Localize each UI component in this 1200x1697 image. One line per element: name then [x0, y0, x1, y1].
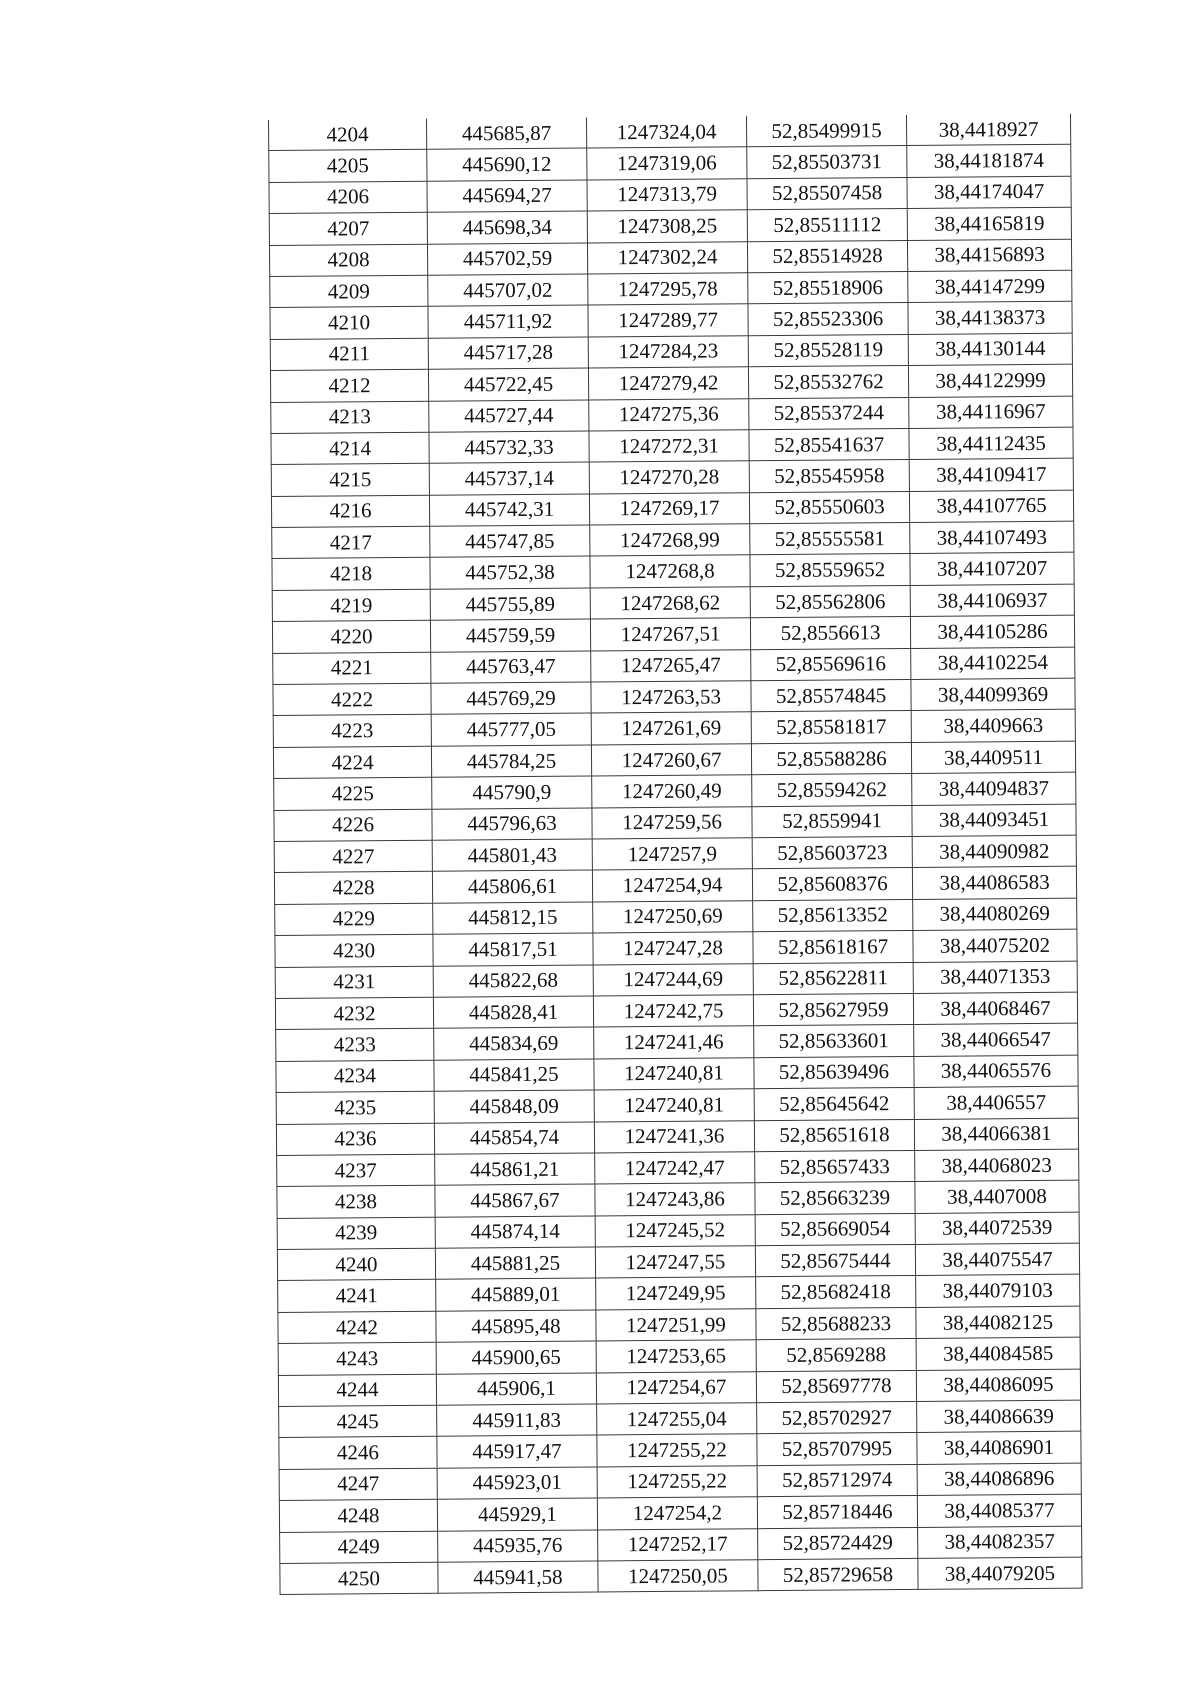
point-number-cell: 4236 [276, 1123, 434, 1156]
latitude-cell: 52,85569616 [751, 648, 911, 681]
longitude-cell: 38,44066381 [914, 1118, 1078, 1151]
x-coordinate-cell: 445841,25 [434, 1059, 594, 1092]
longitude-cell: 38,44116967 [909, 396, 1073, 429]
x-coordinate-cell: 445759,59 [430, 619, 590, 652]
point-number-cell: 4224 [273, 746, 431, 779]
longitude-cell: 38,44065576 [914, 1055, 1078, 1088]
x-coordinate-cell: 445935,76 [438, 1530, 598, 1563]
point-number-cell: 4204 [268, 119, 426, 151]
latitude-cell: 52,85675444 [755, 1245, 915, 1278]
latitude-cell: 52,85574845 [751, 679, 911, 712]
point-number-cell: 4221 [273, 652, 431, 685]
point-number-cell: 4239 [277, 1217, 435, 1250]
y-coordinate-cell: 1247284,23 [588, 335, 748, 368]
latitude-cell: 52,85532762 [748, 366, 908, 399]
longitude-cell: 38,4407008 [915, 1180, 1079, 1213]
longitude-cell: 38,44082357 [918, 1526, 1082, 1559]
x-coordinate-cell: 445685,87 [426, 117, 586, 149]
coordinates-table [268, 114, 1083, 1596]
latitude-cell: 52,85627959 [753, 993, 913, 1026]
x-coordinate-cell: 445923,01 [437, 1467, 597, 1500]
longitude-cell: 38,4409511 [911, 741, 1075, 774]
longitude-cell: 38,44112435 [909, 427, 1073, 460]
latitude-cell: 52,85729658 [758, 1558, 918, 1591]
point-number-cell: 4216 [271, 495, 429, 528]
longitude-cell: 38,44084585 [916, 1337, 1080, 1370]
x-coordinate-cell: 445806,61 [432, 870, 592, 903]
longitude-cell: 38,44181874 [907, 145, 1071, 178]
longitude-cell: 38,44075202 [913, 929, 1077, 962]
y-coordinate-cell: 1247245,52 [595, 1214, 755, 1247]
y-coordinate-cell: 1247242,47 [595, 1152, 755, 1185]
latitude-cell: 52,85594262 [752, 774, 912, 807]
x-coordinate-cell: 445817,51 [433, 933, 593, 966]
point-number-cell: 4248 [279, 1499, 437, 1532]
y-coordinate-cell: 1247272,31 [589, 430, 749, 463]
point-number-cell: 4228 [274, 872, 432, 905]
y-coordinate-cell: 1247260,67 [591, 744, 751, 777]
x-coordinate-cell: 445917,47 [437, 1435, 597, 1468]
point-number-cell: 4234 [276, 1060, 434, 1093]
latitude-cell: 52,85588286 [751, 742, 911, 775]
latitude-cell: 52,85511112 [747, 209, 907, 242]
longitude-cell: 38,44068023 [915, 1149, 1079, 1182]
y-coordinate-cell: 1247254,2 [597, 1497, 757, 1530]
y-coordinate-cell: 1247255,22 [597, 1465, 757, 1498]
longitude-cell: 38,44165819 [907, 207, 1071, 240]
point-number-cell: 4225 [274, 777, 432, 810]
longitude-cell: 38,44066547 [914, 1023, 1078, 1056]
longitude-cell: 38,44079205 [918, 1557, 1082, 1590]
y-coordinate-cell: 1247268,62 [590, 587, 750, 620]
y-coordinate-cell: 1247279,42 [588, 367, 748, 400]
latitude-cell: 52,85688233 [756, 1307, 916, 1340]
y-coordinate-cell: 1247268,99 [590, 524, 750, 557]
longitude-cell: 38,44109417 [909, 458, 1073, 491]
x-coordinate-cell: 445941,58 [438, 1561, 598, 1594]
y-coordinate-cell: 1247302,24 [587, 241, 747, 274]
longitude-cell: 38,4418927 [906, 114, 1070, 146]
latitude-cell: 52,85613352 [753, 899, 913, 932]
point-number-cell: 4219 [272, 589, 430, 622]
longitude-cell: 38,44072539 [915, 1212, 1079, 1245]
longitude-cell: 38,44086896 [917, 1463, 1081, 1496]
x-coordinate-cell: 445801,43 [432, 839, 592, 872]
latitude-cell: 52,85581817 [751, 711, 911, 744]
point-number-cell: 4245 [279, 1405, 437, 1438]
x-coordinate-cell: 445763,47 [431, 651, 591, 684]
y-coordinate-cell: 1247263,53 [591, 681, 751, 714]
point-number-cell: 4214 [271, 432, 429, 465]
x-coordinate-cell: 445747,85 [430, 525, 590, 558]
x-coordinate-cell: 445900,65 [436, 1341, 596, 1374]
x-coordinate-cell: 445848,09 [434, 1090, 594, 1123]
y-coordinate-cell: 1247275,36 [589, 398, 749, 431]
latitude-cell: 52,85559652 [750, 554, 910, 587]
x-coordinate-cell: 445867,67 [435, 1184, 595, 1217]
latitude-cell: 52,85507458 [747, 177, 907, 210]
y-coordinate-cell: 1247240,81 [594, 1089, 754, 1122]
longitude-cell: 38,44174047 [907, 176, 1071, 209]
point-number-cell: 4206 [269, 181, 427, 214]
latitude-cell: 52,85503731 [747, 146, 907, 179]
point-number-cell: 4212 [270, 369, 428, 402]
latitude-cell: 52,85702927 [757, 1401, 917, 1434]
latitude-cell: 52,85603723 [752, 836, 912, 869]
point-number-cell: 4243 [278, 1342, 436, 1375]
point-number-cell: 4246 [279, 1437, 437, 1470]
point-number-cell: 4240 [277, 1248, 435, 1281]
x-coordinate-cell: 445752,38 [430, 556, 590, 589]
latitude-cell: 52,85633601 [754, 1025, 914, 1058]
x-coordinate-cell: 445861,21 [435, 1153, 595, 1186]
y-coordinate-cell: 1247243,86 [595, 1183, 755, 1216]
point-number-cell: 4232 [275, 997, 433, 1030]
longitude-cell: 38,44138373 [908, 302, 1072, 335]
y-coordinate-cell: 1247270,28 [589, 461, 749, 494]
x-coordinate-cell: 445796,63 [432, 808, 592, 841]
point-number-cell: 4227 [274, 840, 432, 873]
y-coordinate-cell: 1247253,65 [596, 1340, 756, 1373]
latitude-cell: 52,85537244 [749, 397, 909, 430]
y-coordinate-cell: 1247289,77 [588, 304, 748, 337]
latitude-cell: 52,85555581 [750, 523, 910, 556]
point-number-cell: 4217 [272, 526, 430, 559]
point-number-cell: 4229 [275, 903, 433, 936]
x-coordinate-cell: 445717,28 [428, 337, 588, 370]
y-coordinate-cell: 1247247,55 [595, 1246, 755, 1279]
x-coordinate-cell: 445755,89 [430, 588, 590, 621]
longitude-cell: 38,44122999 [908, 364, 1072, 397]
latitude-cell: 52,85541637 [749, 428, 909, 461]
point-number-cell: 4238 [277, 1186, 435, 1219]
longitude-cell: 38,44106937 [910, 584, 1074, 617]
latitude-cell: 52,85707995 [757, 1433, 917, 1466]
latitude-cell: 52,85514928 [747, 240, 907, 273]
x-coordinate-cell: 445722,45 [428, 368, 588, 401]
x-coordinate-cell: 445790,9 [432, 776, 592, 809]
latitude-cell: 52,8556613 [750, 617, 910, 650]
x-coordinate-cell: 445854,74 [434, 1121, 594, 1154]
longitude-cell: 38,44082125 [916, 1306, 1080, 1339]
longitude-cell: 38,44130144 [908, 333, 1072, 366]
y-coordinate-cell: 1247254,67 [596, 1371, 756, 1404]
x-coordinate-cell: 445727,44 [429, 400, 589, 433]
point-number-cell: 4230 [275, 934, 433, 967]
x-coordinate-cell: 445881,25 [435, 1247, 595, 1280]
x-coordinate-cell: 445694,27 [427, 180, 587, 213]
point-number-cell: 4205 [269, 150, 427, 183]
latitude-cell: 52,85712974 [757, 1464, 917, 1497]
point-number-cell: 4242 [278, 1311, 436, 1344]
latitude-cell: 52,85523306 [748, 303, 908, 336]
y-coordinate-cell: 1247247,28 [593, 932, 753, 965]
y-coordinate-cell: 1247250,69 [593, 900, 753, 933]
latitude-cell: 52,8569288 [756, 1339, 916, 1372]
x-coordinate-cell: 445690,12 [427, 148, 587, 181]
y-coordinate-cell: 1247324,04 [586, 116, 746, 148]
y-coordinate-cell: 1247254,94 [592, 869, 752, 902]
point-number-cell: 4237 [277, 1154, 435, 1187]
y-coordinate-cell: 1247268,8 [590, 555, 750, 588]
latitude-cell: 52,85499915 [746, 115, 906, 147]
latitude-cell: 52,85545958 [749, 460, 909, 493]
x-coordinate-cell: 445732,33 [429, 431, 589, 464]
y-coordinate-cell: 1247244,69 [593, 963, 753, 996]
latitude-cell: 52,85724429 [758, 1527, 918, 1560]
x-coordinate-cell: 445834,69 [434, 1027, 594, 1060]
longitude-cell: 38,4406557 [914, 1086, 1078, 1119]
x-coordinate-cell: 445929,1 [437, 1498, 597, 1531]
y-coordinate-cell: 1247255,22 [597, 1434, 757, 1467]
point-number-cell: 4241 [278, 1280, 436, 1313]
point-number-cell: 4210 [270, 307, 428, 340]
y-coordinate-cell: 1247252,17 [598, 1528, 758, 1561]
y-coordinate-cell: 1247255,04 [597, 1403, 757, 1436]
latitude-cell: 52,85562806 [750, 585, 910, 618]
x-coordinate-cell: 445812,15 [433, 902, 593, 935]
y-coordinate-cell: 1247267,51 [590, 618, 750, 651]
point-number-cell: 4211 [270, 338, 428, 371]
y-coordinate-cell: 1247295,78 [588, 273, 748, 306]
point-number-cell: 4235 [276, 1091, 434, 1124]
point-number-cell: 4233 [276, 1029, 434, 1062]
y-coordinate-cell: 1247240,81 [594, 1057, 754, 1090]
longitude-cell: 38,44093451 [912, 804, 1076, 837]
y-coordinate-cell: 1247242,75 [593, 995, 753, 1028]
y-coordinate-cell: 1247313,79 [587, 179, 747, 212]
latitude-cell: 52,85697778 [756, 1370, 916, 1403]
point-number-cell: 4218 [272, 558, 430, 591]
x-coordinate-cell: 445895,48 [436, 1310, 596, 1343]
longitude-cell: 38,44080269 [913, 898, 1077, 931]
y-coordinate-cell: 1247241,36 [594, 1120, 754, 1153]
y-coordinate-cell: 1247265,47 [591, 649, 751, 682]
point-number-cell: 4207 [269, 212, 427, 245]
longitude-cell: 38,44075547 [915, 1243, 1079, 1276]
y-coordinate-cell: 1247241,46 [594, 1026, 754, 1059]
point-number-cell: 4231 [275, 966, 433, 999]
y-coordinate-cell: 1247259,56 [592, 806, 752, 839]
point-number-cell: 4244 [278, 1374, 436, 1407]
longitude-cell: 38,44090982 [912, 835, 1076, 868]
coordinates-table-body [268, 114, 1082, 1595]
point-number-cell: 4249 [280, 1531, 438, 1564]
latitude-cell: 52,85651618 [754, 1119, 914, 1152]
point-number-cell: 4222 [273, 683, 431, 716]
x-coordinate-cell: 445911,83 [437, 1404, 597, 1437]
x-coordinate-cell: 445906,1 [436, 1373, 596, 1406]
point-number-cell: 4208 [269, 244, 427, 277]
point-number-cell: 4247 [279, 1468, 437, 1501]
latitude-cell: 52,85718446 [757, 1496, 917, 1529]
y-coordinate-cell: 1247261,69 [591, 712, 751, 745]
latitude-cell: 52,85622811 [753, 962, 913, 995]
longitude-cell: 38,44107207 [910, 553, 1074, 586]
x-coordinate-cell: 445707,02 [428, 274, 588, 307]
latitude-cell: 52,85682418 [756, 1276, 916, 1309]
longitude-cell: 38,44086901 [917, 1432, 1081, 1465]
latitude-cell: 52,8559941 [752, 805, 912, 838]
longitude-cell: 38,44085377 [917, 1494, 1081, 1527]
longitude-cell: 38,44156893 [907, 239, 1071, 272]
x-coordinate-cell: 445698,34 [427, 211, 587, 244]
longitude-cell: 38,4409663 [911, 710, 1075, 743]
point-number-cell: 4226 [274, 809, 432, 842]
latitude-cell: 52,85618167 [753, 931, 913, 964]
point-number-cell: 4213 [271, 401, 429, 434]
longitude-cell: 38,44099369 [911, 678, 1075, 711]
longitude-cell: 38,44105286 [910, 615, 1074, 648]
latitude-cell: 52,85518906 [748, 271, 908, 304]
longitude-cell: 38,44079103 [916, 1275, 1080, 1308]
point-number-cell: 4250 [280, 1562, 438, 1595]
point-number-cell: 4220 [272, 620, 430, 653]
x-coordinate-cell: 445889,01 [436, 1278, 596, 1311]
latitude-cell: 52,85657433 [755, 1150, 915, 1183]
longitude-cell: 38,44107765 [909, 490, 1073, 523]
x-coordinate-cell: 445822,68 [433, 965, 593, 998]
longitude-cell: 38,44071353 [913, 961, 1077, 994]
y-coordinate-cell: 1247308,25 [587, 210, 747, 243]
x-coordinate-cell: 445742,31 [429, 494, 589, 527]
longitude-cell: 38,44094837 [912, 772, 1076, 805]
x-coordinate-cell: 445874,14 [435, 1216, 595, 1249]
table-row [280, 1557, 1082, 1595]
point-number-cell: 4215 [271, 464, 429, 497]
x-coordinate-cell: 445828,41 [433, 996, 593, 1029]
y-coordinate-cell: 1247319,06 [587, 147, 747, 180]
latitude-cell: 52,85669054 [755, 1213, 915, 1246]
latitude-cell: 52,85608376 [752, 868, 912, 901]
longitude-cell: 38,44102254 [911, 647, 1075, 680]
longitude-cell: 38,44086639 [917, 1400, 1081, 1433]
latitude-cell: 52,85663239 [755, 1182, 915, 1215]
y-coordinate-cell: 1247250,05 [598, 1560, 758, 1593]
point-number-cell: 4209 [270, 275, 428, 308]
x-coordinate-cell: 445769,29 [431, 682, 591, 715]
longitude-cell: 38,44068467 [913, 992, 1077, 1025]
y-coordinate-cell: 1247269,17 [589, 492, 749, 525]
latitude-cell: 52,85550603 [749, 491, 909, 524]
y-coordinate-cell: 1247251,99 [596, 1309, 756, 1342]
longitude-cell: 38,44147299 [908, 270, 1072, 303]
x-coordinate-cell: 445702,59 [427, 243, 587, 276]
longitude-cell: 38,44107493 [910, 521, 1074, 554]
y-coordinate-cell: 1247260,49 [592, 775, 752, 808]
x-coordinate-cell: 445777,05 [431, 713, 591, 746]
x-coordinate-cell: 445737,14 [429, 462, 589, 495]
latitude-cell: 52,85528119 [748, 334, 908, 367]
latitude-cell: 52,85645642 [754, 1088, 914, 1121]
x-coordinate-cell: 445711,92 [428, 305, 588, 338]
longitude-cell: 38,44086095 [916, 1369, 1080, 1402]
point-number-cell: 4223 [273, 715, 431, 748]
latitude-cell: 52,85639496 [754, 1056, 914, 1089]
y-coordinate-cell: 1247249,95 [596, 1277, 756, 1310]
longitude-cell: 38,44086583 [912, 867, 1076, 900]
x-coordinate-cell: 445784,25 [431, 745, 591, 778]
y-coordinate-cell: 1247257,9 [592, 838, 752, 871]
